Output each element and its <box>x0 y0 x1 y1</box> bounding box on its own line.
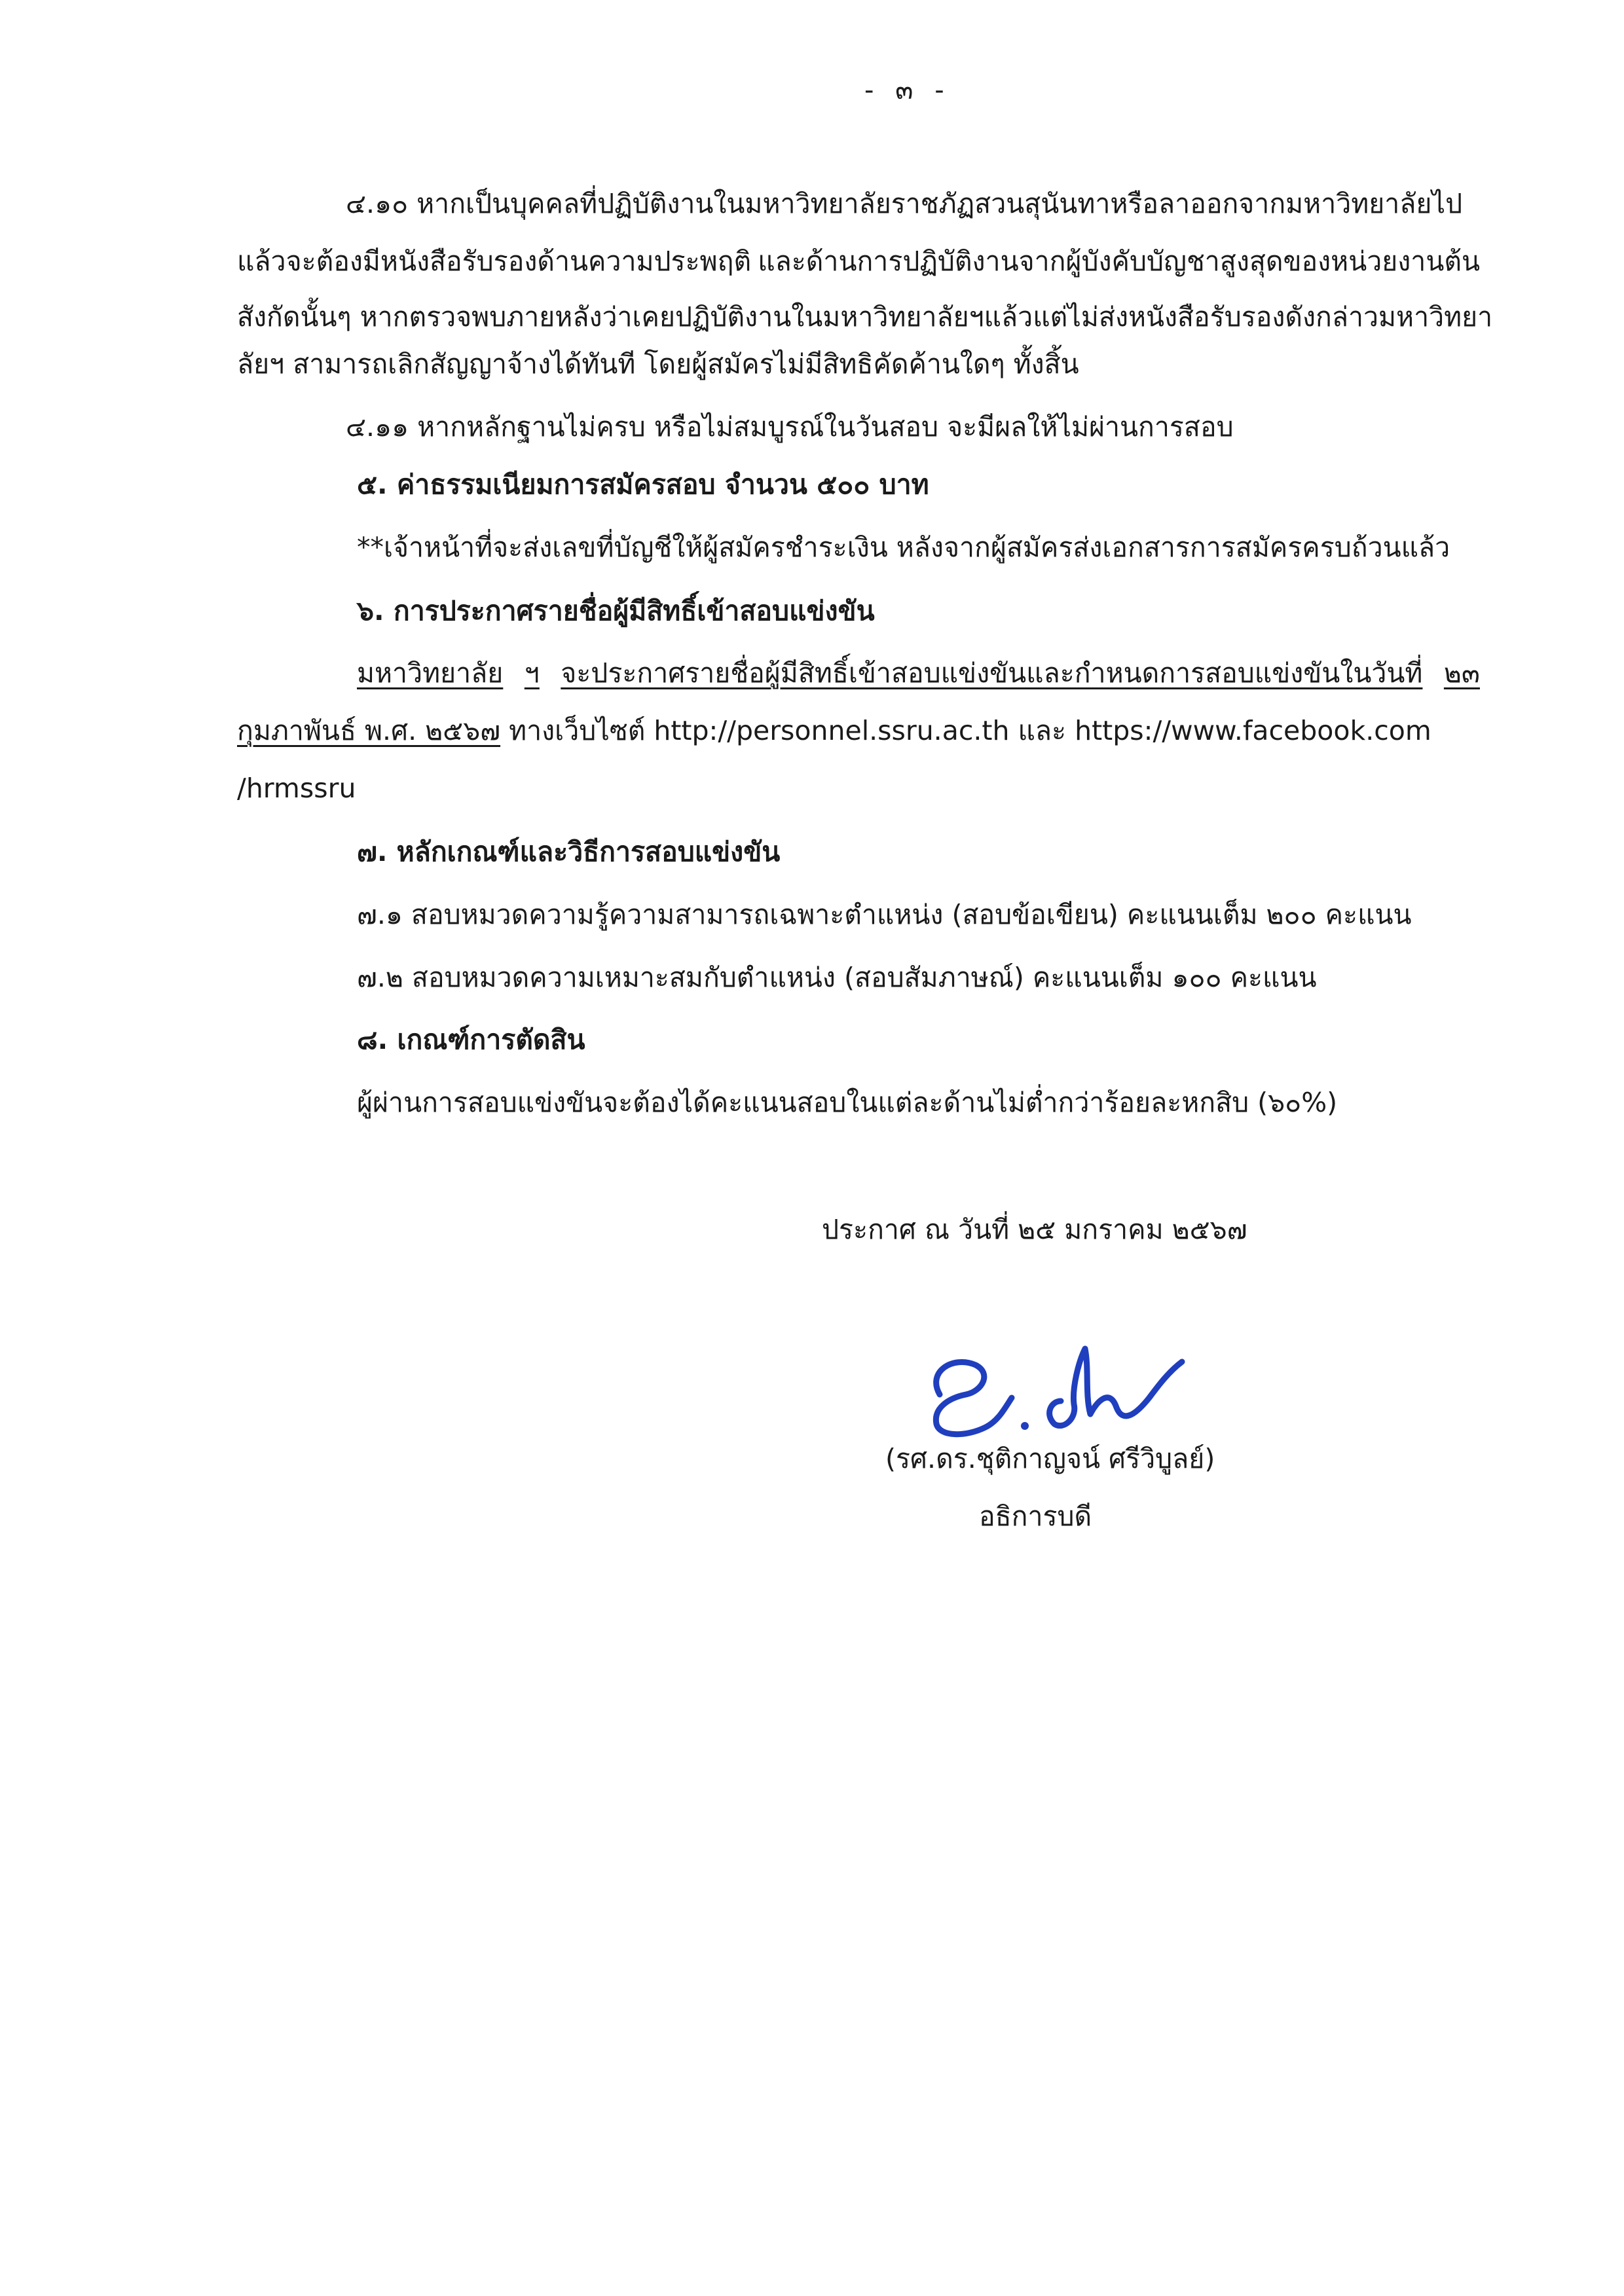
section-6-line-3: /hrmssru <box>237 773 356 804</box>
item-4-10-line-2 <box>237 243 1480 280</box>
item-4-10-line-2-part-b: และด้านการปฏิบัติงานจากผู้บังคับบัญชาสูงสุดของหน่วยงานต้น <box>758 246 1480 277</box>
website-links: ทางเว็บไซต์ http://personnel.ssru.ac.th และ https://www.facebook.com <box>500 715 1431 746</box>
section-8-text: ผู้ผ่านการสอบแข่งขันจะต้องได้คะแนนสอบในแต่ละด้านไม่ต่ำกว่าร้อยละหกสิบ (๖๐%) <box>357 1087 1338 1118</box>
page-number: - ๓ - <box>864 75 951 105</box>
section-8-heading: ๘. เกณฑ์การตัดสิน <box>357 1024 585 1055</box>
section-5-note: **เจ้าหน้าที่จะส่งเลขที่บัญชีให้ผู้สมัครชำระเงิน หลังจากผู้สมัครส่งเอกสารการสมัครครบถ้วนแล้ว <box>357 532 1450 563</box>
signer-name: (รศ.ดร.ชุติกาญจน์ ศรีวิบูลย์) <box>885 1443 1215 1474</box>
section-6-line-1-part-d: ๒๓ <box>1443 657 1480 689</box>
section-6-line-1 <box>357 655 1480 691</box>
signature-image <box>913 1309 1215 1453</box>
item-4-10-line-4: ลัยฯ สามารถเลิกสัญญาจ้างได้ทันที โดยผู้สมัครไม่มีสิทธิคัดค้านใดๆ ทั้งสิ้น <box>237 348 1079 380</box>
item-4-10-line-3-part-b: แต่ไม่ส่งหนังสือรับรองดังกล่าวมหาวิทยา <box>1033 301 1493 333</box>
section-7-heading: ๗. หลักเกณฑ์และวิธีการสอบแข่งขัน <box>357 836 781 867</box>
section-6-line-2 <box>237 712 1431 749</box>
item-4-11: ๔.๑๑ หากหลักฐานไม่ครบ หรือไม่สมบูรณ์ในวันสอบ จะมีผลให้ไม่ผ่านการสอบ <box>346 411 1234 443</box>
section-7-item-2: ๗.๒ สอบหมวดความเหมาะสมกับตำแหน่ง (สอบสัมภาษณ์) คะแนนเต็ม ๑๐๐ คะแนน <box>357 962 1317 993</box>
section-6-line-1-part-b: ฯ <box>524 657 540 689</box>
signer-title: อธิการบดี <box>979 1501 1092 1532</box>
section-7-item-1: ๗.๑ สอบหมวดความรู้ความสามารถเฉพาะตำแหน่ง (สอบข้อเขียน) คะแนนเต็ม ๒๐๐ คะแนน <box>357 899 1412 930</box>
signature-strokes <box>936 1349 1182 1434</box>
item-4-10-line-3-part-a: สังกัดนั้นๆ หากตรวจพบภายหลังว่าเคยปฏิบัติงานในมหาวิทยาลัยฯแล้ว <box>237 301 1033 333</box>
section-6-line-1-part-a: มหาวิทยาลัย <box>357 657 504 689</box>
section-5-heading: ๕. ค่าธรรมเนียมการสมัครสอบ จำนวน ๕๐๐ บาท <box>357 469 929 500</box>
item-4-10-line-2-part-a: แล้วจะต้องมีหนังสือรับรองด้านความประพฤติ <box>237 246 752 277</box>
section-6-line-1-part-c: จะประกาศรายชื่อผู้มีสิทธิ์เข้าสอบแข่งขันและกำหนดการสอบแข่งขันในวันที่ <box>561 657 1423 689</box>
item-4-10-line-1: ๔.๑๐ หากเป็นบุคคลที่ปฏิบัติงานในมหาวิทยาลัยราชภัฏสวนสุนันทาหรือลาออกจากมหาวิทยาลัยไป <box>346 188 1463 219</box>
item-4-10-line-3 <box>237 299 1493 335</box>
section-6-heading: ๖. การประกาศรายชื่อผู้มีสิทธิ์เข้าสอบแข่งขัน <box>357 595 875 627</box>
announcement-date-underlined: กุมภาพันธ์ พ.ศ. ๒๕๖๗ <box>237 715 501 746</box>
announcement-date: ประกาศ ณ วันที่ ๒๕ มกราคม ๒๕๖๗ <box>822 1214 1247 1245</box>
